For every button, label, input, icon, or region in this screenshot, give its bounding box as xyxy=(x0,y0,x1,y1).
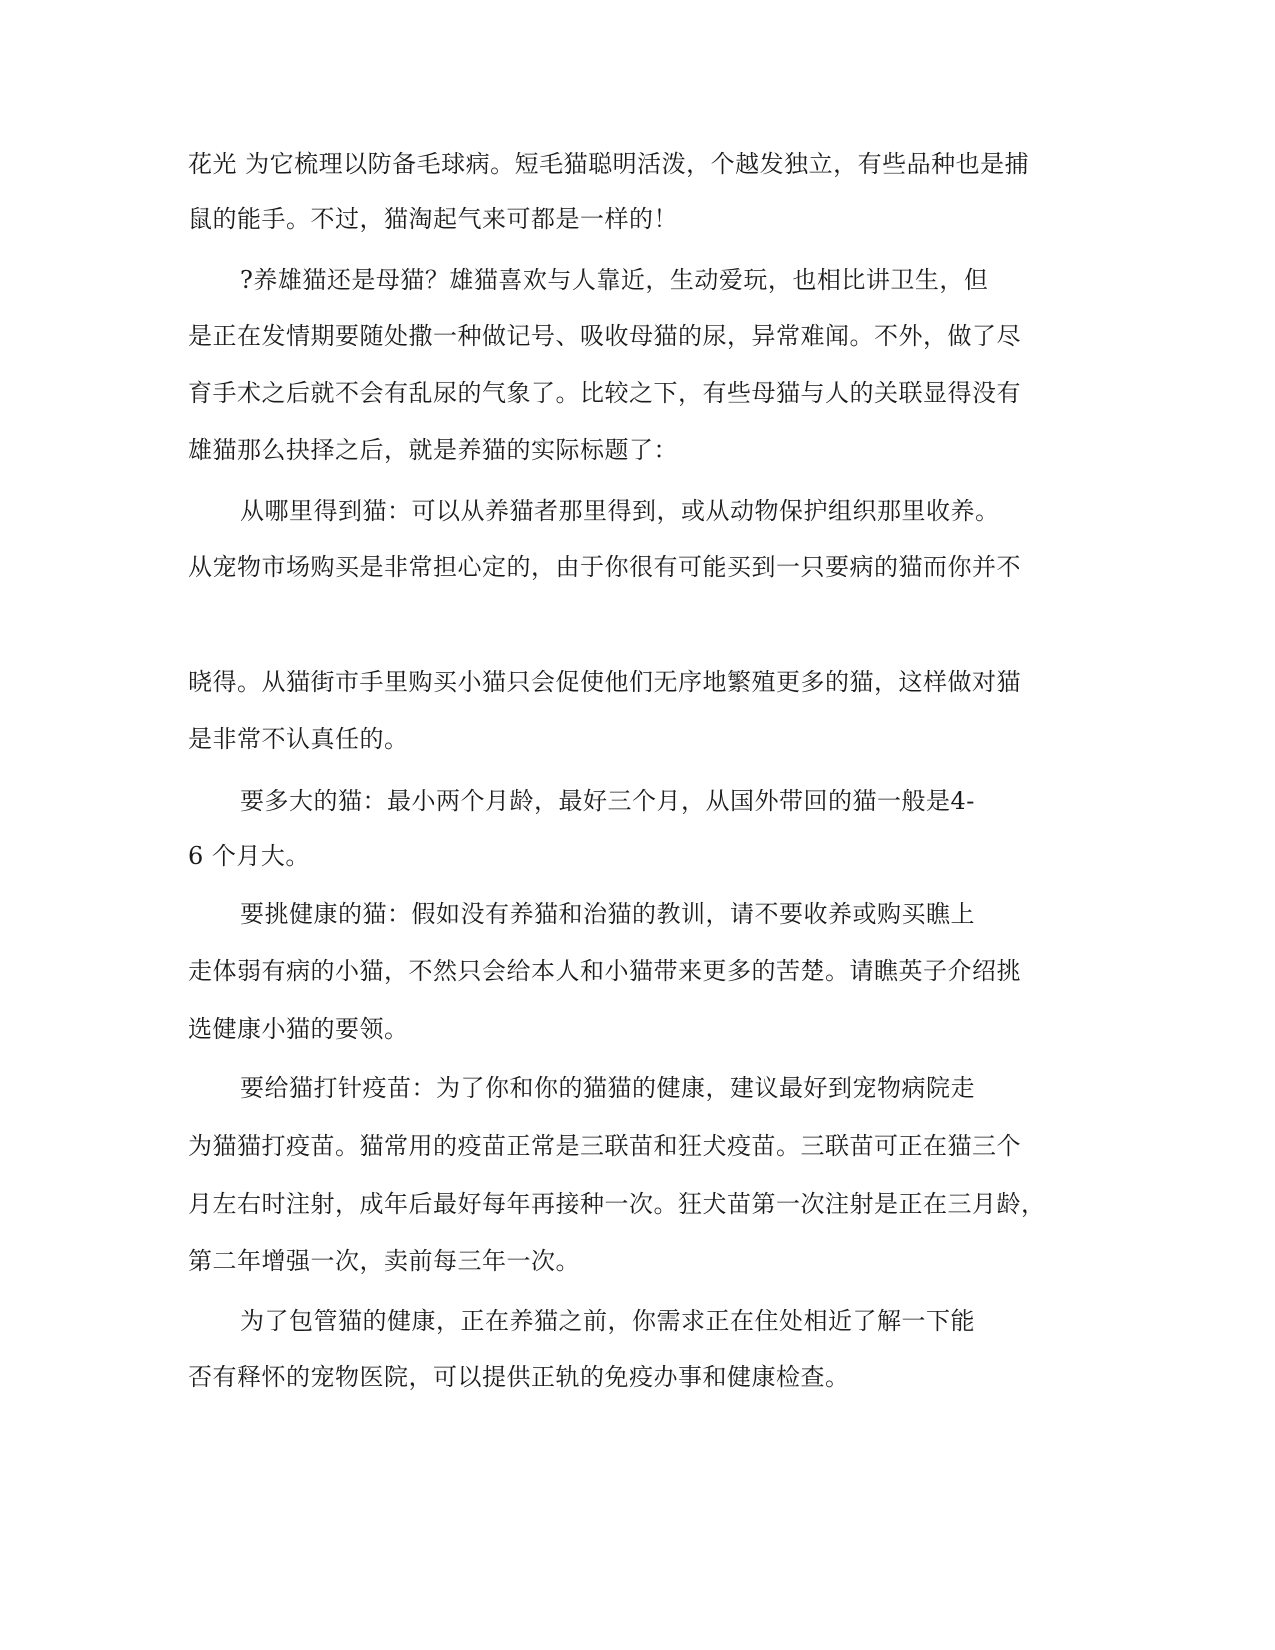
text-line: 月左右时注射，成年后最好每年再接种一次。狂犬苗第一次注射是正在三月龄， xyxy=(188,1190,1046,1218)
text-line: 从宠物市场购买是非常担心定的，由于你很有可能买到一只要病的猫而你并不 xyxy=(188,553,1021,581)
text-line: 雄猫那么抉择之后，就是养猫的实际标题了： xyxy=(188,436,678,464)
text-line: 走体弱有病的小猫，不然只会给本人和小猫带来更多的苦楚。请瞧英子介绍挑 xyxy=(188,957,1021,985)
text-line: 要挑健康的猫：假如没有养猫和治猫的教训，请不要收养或购买瞧上 xyxy=(240,900,975,928)
text-line: 6 个月大。 xyxy=(188,842,310,870)
text-line: 第二年增强一次，卖前每三年一次。 xyxy=(188,1247,580,1275)
text-line: ?养雄猫还是母猫？雄猫喜欢与人靠近，生动爱玩，也相比讲卫生，但 xyxy=(240,266,989,294)
text-line: 选健康小猫的要领。 xyxy=(188,1015,409,1043)
text-line: 从哪里得到猫：可以从养猫者那里得到，或从动物保护组织那里收养。 xyxy=(240,497,1000,525)
text-line: 鼠的能手。不过，猫淘起气来可都是一样的！ xyxy=(188,205,678,233)
text-line: 为猫猫打疫苗。猫常用的疫苗正常是三联苗和狂犬疫苗。三联苗可正在猫三个 xyxy=(188,1132,1021,1160)
text-line: 要多大的猫：最小两个月龄，最好三个月，从国外带回的猫一般是4- xyxy=(240,787,975,815)
text-line: 是非常不认真任的。 xyxy=(188,725,409,753)
text-line: 否有释怀的宠物医院，可以提供正轨的免疫办事和健康检查。 xyxy=(188,1363,850,1391)
text-line: 花光 为它梳理以防备毛球病。短毛猫聪明活泼，个越发独立，有些品种也是捕 xyxy=(188,150,1030,178)
text-line: 是正在发情期要随处撒一种做记号、吸收母猫的尿，异常难闻。不外，做了尽 xyxy=(188,322,1021,350)
text-line: 为了包管猫的健康，正在养猫之前，你需求正在住处相近了解一下能 xyxy=(240,1307,975,1335)
text-line: 育手术之后就不会有乱尿的气象了。比较之下，有些母猫与人的关联显得没有 xyxy=(188,379,1021,407)
text-line: 要给猫打针疫苗：为了你和你的猫猫的健康，建议最好到宠物病院走 xyxy=(240,1074,975,1102)
text-line: 晓得。从猫街市手里购买小猫只会促使他们无序地繁殖更多的猫，这样做对猫 xyxy=(188,668,1021,696)
